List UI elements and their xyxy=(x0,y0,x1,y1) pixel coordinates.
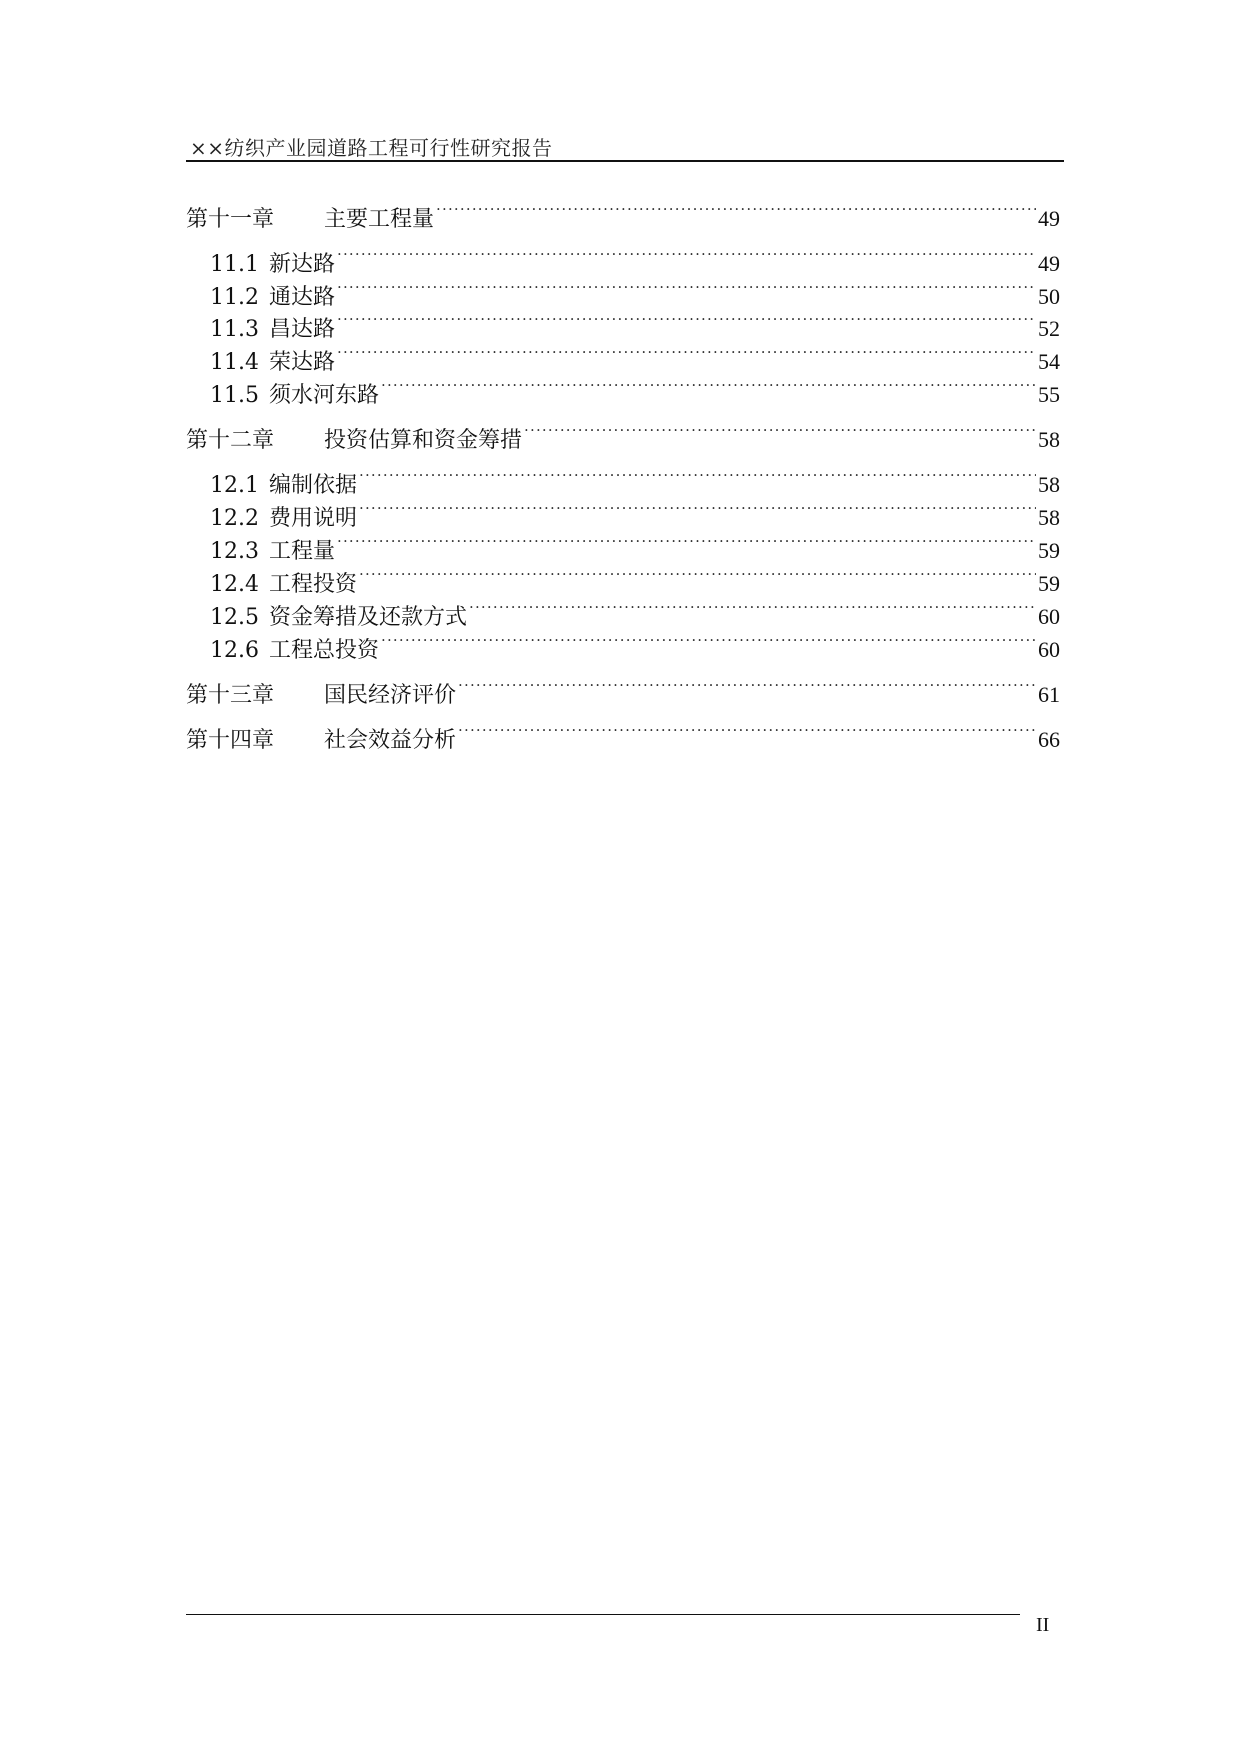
toc-entry-title: 昌达路 xyxy=(268,317,335,342)
toc-entry-number: 12.6 xyxy=(210,638,259,663)
footer-rule xyxy=(186,1614,1020,1615)
toc-entry-number: 11.4 xyxy=(210,350,259,375)
toc-entry-11-1[interactable] xyxy=(186,241,1060,277)
toc-entry-number: 12.4 xyxy=(210,572,259,597)
toc-entry-page: 49 xyxy=(1038,206,1060,231)
toc-entry-title: 工程量 xyxy=(268,539,335,564)
toc-entry-page: 59 xyxy=(1038,538,1060,563)
header-rule xyxy=(186,160,1064,162)
toc-dot-leader xyxy=(337,306,1036,336)
toc-entry-12-1[interactable] xyxy=(186,462,1060,498)
toc-entry-title: 荣达路 xyxy=(268,350,335,375)
toc-dot-leader xyxy=(436,196,1036,226)
toc-entry-chapter-12[interactable] xyxy=(186,417,1060,453)
toc-entry-number: 12.1 xyxy=(210,473,259,498)
toc-entry-number: 第十三章 xyxy=(186,683,275,708)
toc-entry-number: 11.1 xyxy=(210,252,259,277)
toc-entry-number: 11.3 xyxy=(210,317,259,342)
toc-entry-chapter-13[interactable] xyxy=(186,672,1060,708)
toc-entry-number: 第十四章 xyxy=(186,728,275,753)
toc-entry-page: 58 xyxy=(1038,472,1060,497)
toc-dot-leader xyxy=(359,561,1036,591)
toc-entry-number: 12.3 xyxy=(210,539,259,564)
toc-entry-page: 66 xyxy=(1038,727,1060,752)
toc-entry-number: 第十一章 xyxy=(186,207,275,232)
toc-dot-leader xyxy=(524,417,1036,447)
footer-page-number: II xyxy=(1036,1614,1050,1636)
toc-entry-title: 费用说明 xyxy=(268,506,357,531)
toc-entry-page: 52 xyxy=(1038,316,1060,341)
toc-entry-title: 资金筹措及还款方式 xyxy=(268,605,467,630)
toc-entry-page: 60 xyxy=(1038,604,1060,629)
toc-entry-page: 58 xyxy=(1038,505,1060,530)
toc-entry-12-5[interactable] xyxy=(186,594,1060,630)
toc-entry-11-5[interactable] xyxy=(186,372,1060,408)
toc-entry-title: 通达路 xyxy=(268,285,335,310)
toc-entry-12-6[interactable] xyxy=(186,627,1060,663)
toc-dot-leader xyxy=(337,241,1036,271)
toc-entry-11-4[interactable] xyxy=(186,339,1060,375)
toc-entry-chapter-11[interactable] xyxy=(186,196,1060,232)
toc-dot-leader xyxy=(458,717,1036,747)
toc-entry-11-3[interactable] xyxy=(186,306,1060,342)
toc-dot-leader xyxy=(337,339,1036,369)
toc-dot-leader xyxy=(381,627,1036,657)
toc-entry-number: 12.2 xyxy=(210,506,259,531)
toc-entry-page: 59 xyxy=(1038,571,1060,596)
toc-entry-page: 50 xyxy=(1038,284,1060,309)
toc-entry-page: 58 xyxy=(1038,427,1060,452)
toc-entry-12-3[interactable] xyxy=(186,528,1060,564)
toc-entry-page: 49 xyxy=(1038,251,1060,276)
running-header-title: ××纺织产业园道路工程可行性研究报告 xyxy=(190,136,553,160)
toc-entry-title: 投资估算和资金筹措 xyxy=(324,428,523,453)
toc-entry-number: 12.5 xyxy=(210,605,259,630)
toc-entry-page: 61 xyxy=(1038,682,1060,707)
toc-entry-title: 新达路 xyxy=(268,252,335,277)
toc-entry-chapter-14[interactable] xyxy=(186,717,1060,753)
toc-entry-11-2[interactable] xyxy=(186,274,1060,310)
toc-dot-leader xyxy=(381,372,1036,402)
toc-dot-leader xyxy=(469,594,1036,624)
toc-dot-leader xyxy=(359,462,1036,492)
toc-dot-leader xyxy=(337,528,1036,558)
toc-entry-title: 主要工程量 xyxy=(324,207,435,232)
toc-entry-12-2[interactable] xyxy=(186,495,1060,531)
toc-entry-title: 编制依据 xyxy=(268,473,357,498)
toc-entry-title: 工程投资 xyxy=(268,572,357,597)
toc-dot-leader xyxy=(458,672,1036,702)
toc-entry-number: 第十二章 xyxy=(186,428,275,453)
toc-entry-number: 11.2 xyxy=(210,285,259,310)
toc-entry-12-4[interactable] xyxy=(186,561,1060,597)
toc-entry-title: 工程总投资 xyxy=(268,638,379,663)
toc-entry-page: 60 xyxy=(1038,637,1060,662)
toc-entry-page: 54 xyxy=(1038,349,1060,374)
toc-dot-leader xyxy=(359,495,1036,525)
toc-entry-number: 11.5 xyxy=(210,383,259,408)
toc-entry-title: 社会效益分析 xyxy=(324,728,457,753)
toc-entry-title: 须水河东路 xyxy=(268,383,379,408)
toc-entry-title: 国民经济评价 xyxy=(324,683,457,708)
toc-dot-leader xyxy=(337,274,1036,304)
toc-entry-page: 55 xyxy=(1038,382,1060,407)
